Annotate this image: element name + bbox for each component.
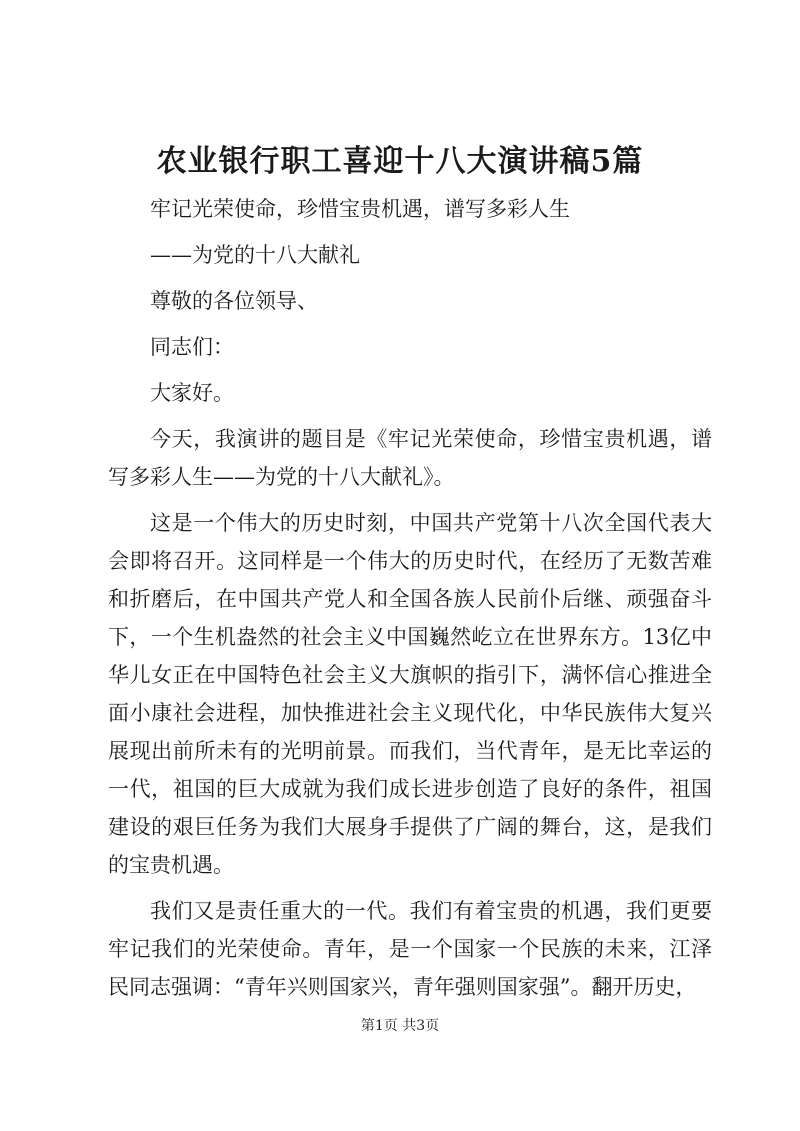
dedication-line: ——为党的十八大献礼 <box>150 243 360 267</box>
greeting-line: 大家好。 <box>150 381 234 405</box>
subtitle-line: 牢记光荣使命，珍惜宝贵机遇，谱写多彩人生 <box>150 197 570 221</box>
body-paragraph: 这是一个伟大的历史时刻，中国共产党第十八次全国代表大会即将召开。这同样是一个伟大的历史时代，在经历了无数苦难和折磨后，在中国共产党人和全国各族人民前仆后继、顽强奋斗下，一个生机盎然的社会主义中国巍然屹立在世界东方。13亿中华儿女正在中国特色社会主义大旗帜的指引下，满怀信心推进全面小康社会进程，加快推进社会主义现代化，中华民族伟大复兴展现出前所未有的光明前景。而我们，当代青年，是无比幸运的一代，祖国的巨大成就为我们成长进步创造了良好的条件，祖国建设的艰巨任务为我们大展身手提供了广阔的舞台，这，是我们的宝贵机遇。 <box>108 511 712 877</box>
salutation-line: 同志们： <box>150 335 234 359</box>
salutation-line: 尊敬的各位领导、 <box>150 289 318 313</box>
document-title: 农业银行职工喜迎十八大演讲稿5篇 <box>156 144 644 179</box>
page-footer: 第1页 共3页 <box>360 1018 440 1034</box>
body-paragraph: 今天，我演讲的题目是《牢记光荣使命，珍惜宝贵机遇，谱写多彩人生——为党的十八大献礼》。 <box>108 427 712 489</box>
body-paragraph: 我们又是责任重大的一代。我们有着宝贵的机遇，我们更要牢记我们的光荣使命。青年，是一个国家一个民族的未来，江泽民同志强调：“青年兴则国家兴，青年强则国家强”。翻开历史， <box>108 899 712 999</box>
document-body <box>108 190 712 1014</box>
